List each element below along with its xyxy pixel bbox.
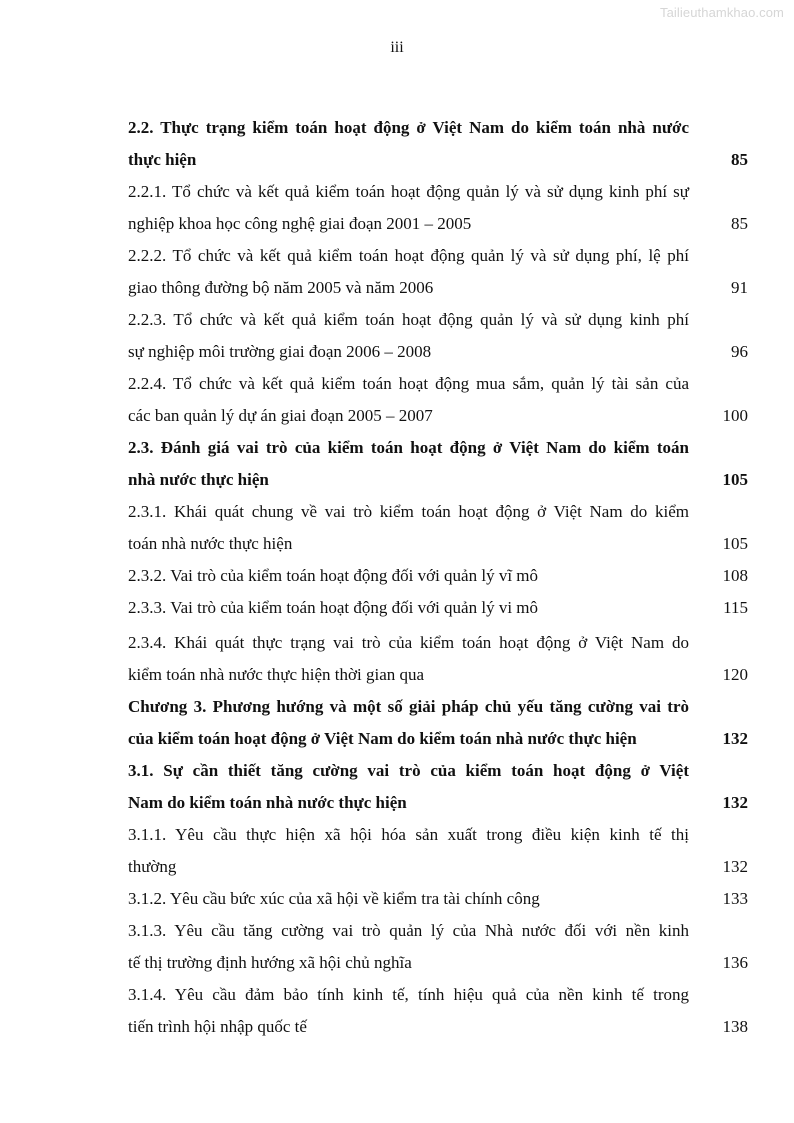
toc-entry	[128, 112, 748, 176]
toc-entry-line: thực hiện	[128, 150, 197, 169]
table-of-contents	[128, 112, 748, 1043]
toc-entry	[128, 979, 748, 1043]
toc-entry-line: 3.1.2. Yêu cầu bức xúc của xã hội về kiểm tra tài chính công	[128, 889, 540, 908]
watermark: Tailieuthamkhao.com	[659, 5, 784, 20]
toc-entry	[128, 368, 748, 432]
toc-entry-line: thường	[128, 857, 177, 876]
toc-entry	[128, 592, 748, 624]
toc-entry-line: tế thị trường định hướng xã hội chủ nghĩa	[128, 953, 412, 972]
toc-page-number: 132	[722, 857, 748, 876]
toc-entry-line: 2.3.1. Khái quát chung về vai trò kiểm toán hoạt động ở Việt Nam do kiểm	[128, 502, 689, 521]
toc-page-number: 85	[731, 214, 748, 233]
toc-entry-line: 2.3.4. Khái quát thực trạng vai trò của kiểm toán hoạt động ở Việt Nam do	[128, 633, 689, 652]
toc-entry-line: 2.2. Thực trạng kiểm toán hoạt động ở Việt Nam do kiểm toán nhà nước	[128, 118, 689, 137]
toc-entry-line: 2.3. Đánh giá vai trò của kiểm toán hoạt động ở Việt Nam do kiểm toán	[128, 438, 689, 457]
toc-entry-line: 2.2.1. Tổ chức và kết quả kiểm toán hoạt động quản lý và sử dụng kinh phí sự	[128, 182, 689, 201]
toc-entry	[128, 304, 748, 368]
page-number: iii	[390, 39, 404, 56]
toc-entry	[128, 819, 748, 883]
toc-entry	[128, 560, 748, 592]
toc-entry-line: 2.2.3. Tổ chức và kết quả kiểm toán hoạt động quản lý và sử dụng kinh phí	[128, 310, 689, 329]
toc-page-number: 91	[731, 278, 748, 297]
toc-entry	[128, 691, 748, 755]
toc-entry	[128, 915, 748, 979]
toc-entry-line: giao thông đường bộ năm 2005 và năm 2006	[128, 278, 434, 297]
toc-entry-line: 3.1.1. Yêu cầu thực hiện xã hội hóa sản xuất trong điều kiện kinh tế thị	[128, 825, 689, 844]
toc-entry-line: 3.1.4. Yêu cầu đảm bảo tính kinh tế, tính hiệu quả của nền kinh tế trong	[128, 985, 689, 1004]
toc-page-number: 115	[723, 598, 748, 617]
toc-page-number: 132	[722, 729, 748, 748]
toc-page-number: 120	[722, 665, 748, 684]
toc-entry-line: sự nghiệp môi trường giai đoạn 2006 – 2008	[128, 342, 432, 361]
toc-page-number: 105	[722, 534, 748, 553]
toc-entry	[128, 176, 748, 240]
toc-entry	[128, 627, 748, 691]
toc-entry	[128, 432, 748, 496]
toc-entry	[128, 496, 748, 560]
toc-entry-line: 2.2.4. Tổ chức và kết quả kiểm toán hoạt động mua sắm, quản lý tài sản của	[128, 374, 689, 393]
toc-entry-line: Chương 3. Phương hướng và một số giải pháp chủ yếu tăng cường vai trò	[128, 697, 689, 716]
toc-page-number: 138	[722, 1017, 748, 1036]
toc-entry-line: nghiệp khoa học công nghệ giai đoạn 2001 – 2005	[128, 214, 472, 233]
toc-entry	[128, 240, 748, 304]
toc-entry-line: kiểm toán nhà nước thực hiện thời gian qua	[128, 665, 425, 684]
toc-entry-line: toán nhà nước thực hiện	[128, 534, 293, 553]
toc-entry-line: của kiểm toán hoạt động ở Việt Nam do kiểm toán nhà nước thực hiện	[128, 729, 637, 748]
toc-page-number: 132	[722, 793, 748, 812]
toc-entry-line: tiến trình hội nhập quốc tế	[128, 1017, 307, 1036]
toc-entry-line: 2.3.3. Vai trò của kiểm toán hoạt động đối với quản lý vi mô	[128, 598, 539, 617]
toc-page-number: 133	[722, 889, 748, 908]
toc-page-number: 100	[722, 406, 748, 425]
toc-entry-line: 3.1. Sự cần thiết tăng cường vai trò của kiểm toán hoạt động ở Việt	[128, 761, 689, 780]
toc-entry	[128, 883, 748, 915]
toc-page-number: 85	[731, 150, 748, 169]
toc-page-number: 105	[722, 470, 748, 489]
toc-page-number: 108	[722, 566, 748, 585]
toc-entry-line: 3.1.3. Yêu cầu tăng cường vai trò quản lý của Nhà nước đối với nền kinh	[128, 921, 689, 940]
toc-entry-line: nhà nước thực hiện	[128, 470, 269, 489]
toc-entry-line: Nam do kiểm toán nhà nước thực hiện	[128, 793, 407, 812]
toc-entry-line: 2.3.2. Vai trò của kiểm toán hoạt động đối với quản lý vĩ mô	[128, 566, 539, 585]
toc-entry-line: 2.2.2. Tổ chức và kết quả kiểm toán hoạt động quản lý và sử dụng phí, lệ phí	[128, 246, 689, 265]
toc-page-number: 96	[731, 342, 748, 361]
toc-page-number: 136	[722, 953, 748, 972]
toc-entry-line: các ban quản lý dự án giai đoạn 2005 – 2007	[128, 406, 433, 425]
toc-entry	[128, 755, 748, 819]
